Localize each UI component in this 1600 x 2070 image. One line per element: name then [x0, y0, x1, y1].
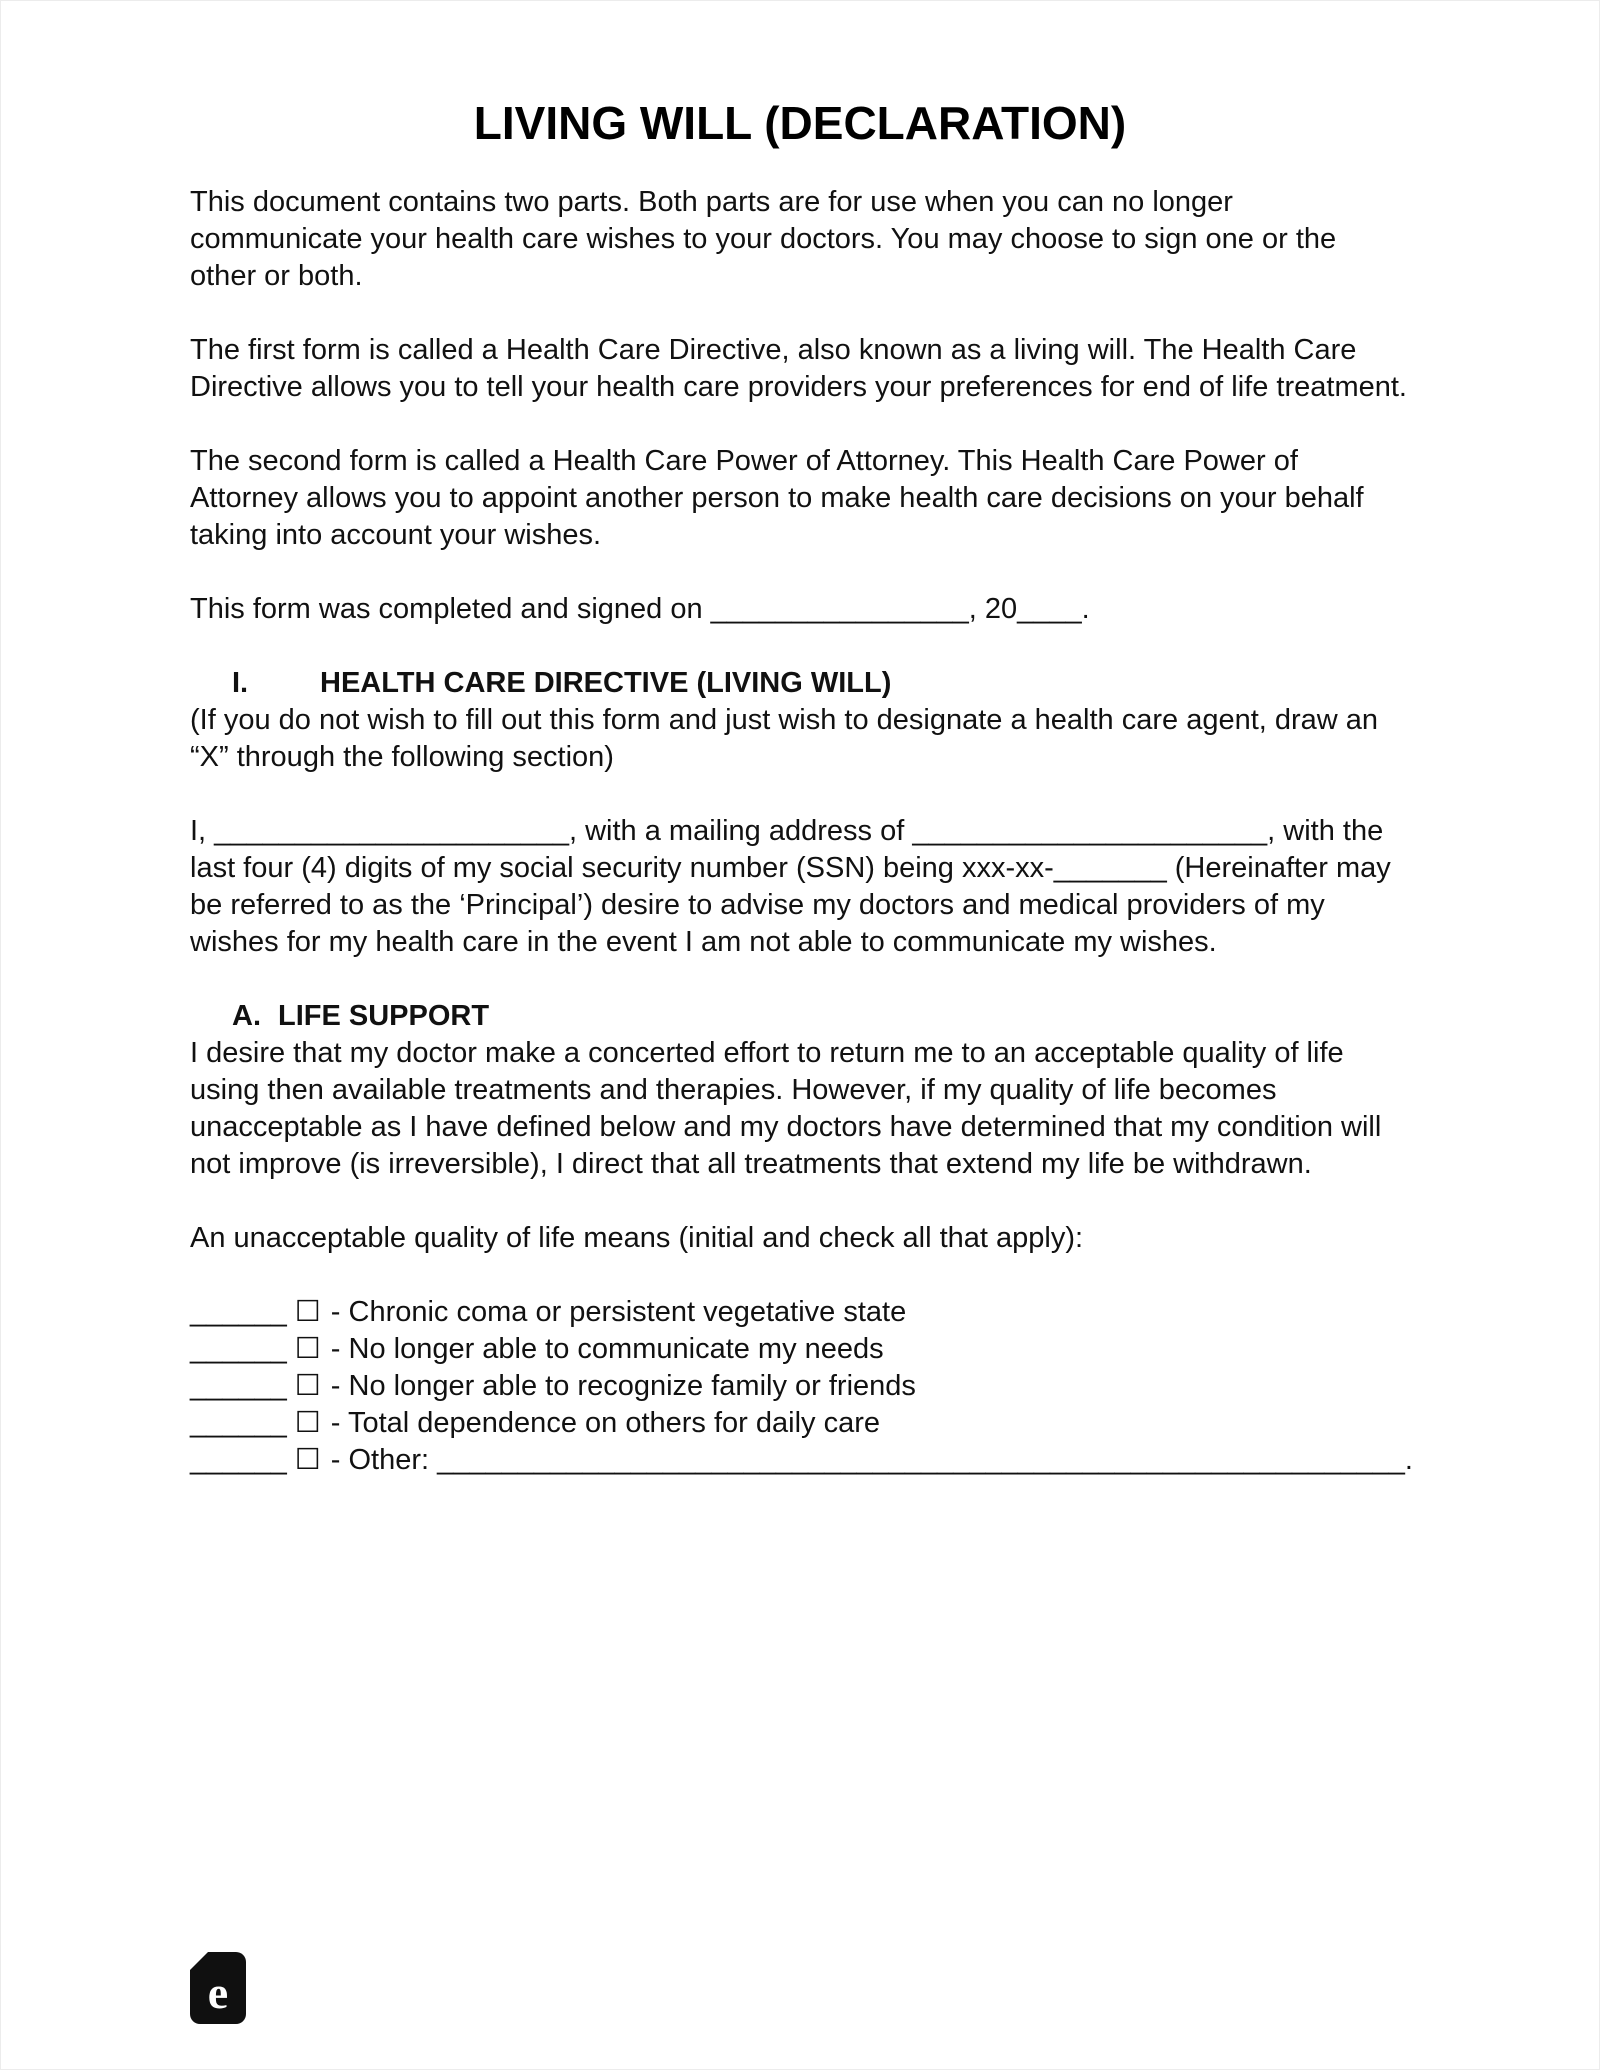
initial-blank[interactable]: ______ [190, 1370, 287, 1402]
section-1-note: (If you do not wish to fill out this form and just wish to designate a health care agent, draw an “X” through the following section) [190, 704, 1379, 773]
checklist-item-chronic-coma [190, 1294, 1410, 1331]
initial-blank[interactable]: ______ [190, 1296, 287, 1328]
eforms-logo [190, 1952, 246, 2024]
life-support-paragraph: I desire that my doctor make a concerted effort to return me to an acceptable quality of life using then available treatments and therapies. However, if my quality of life becomes unacceptable as I have defined below and my doctors have determined that my condition will not improve (is irreversible), I direct that all treatments that extend my life be withdrawn. [190, 1037, 1382, 1180]
checklist-item-total-dependence [190, 1405, 1410, 1442]
checklist-intro: An unacceptable quality of life means (initial and check all that apply): [190, 1222, 1084, 1254]
section-1-heading [190, 665, 1410, 702]
subsection-a-heading [190, 998, 1410, 1035]
initial-blank[interactable]: ______ [190, 1407, 287, 1439]
checklist-item-communicate-needs [190, 1331, 1410, 1368]
checkbox-icon[interactable]: ☐ [294, 1296, 321, 1328]
checklist-label: - No longer able to communicate my needs [330, 1333, 884, 1365]
page-title: LIVING WILL (DECLARATION) [473, 97, 1127, 149]
subsection-a-letter: A. [232, 1000, 261, 1032]
signed-date-line[interactable]: This form was completed and signed on ________________, 20____. [190, 593, 1090, 625]
checklist-item-recognize-family [190, 1368, 1410, 1405]
initial-blank[interactable]: ______ [190, 1444, 287, 1476]
intro-paragraph-3: The second form is called a Health Care Power of Attorney. This Health Care Power of Attorney allows you to appoint another person to make health care decisions on your behalf taking into account your wishes. [190, 445, 1364, 551]
intro-paragraph-2: The first form is called a Health Care Directive, also known as a living will. The Health Care Directive allows you to tell your health care providers your preferences for end of life treatment. [190, 334, 1407, 403]
checkbox-icon[interactable]: ☐ [294, 1370, 321, 1402]
spacer [190, 776, 1410, 813]
principal-paragraph[interactable]: I, ______________________, with a mailing address of ______________________, with the last four (4) digits of my social security number (SSN) being xxx-xx-_______ (Hereinafter may be referred to as the ‘Principal’) desire to advise my doctors and medical providers of my wishes for my health care in the event I am not able to communicate my wishes. [190, 815, 1391, 958]
checklist-label: - Total dependence on others for daily care [330, 1407, 880, 1439]
checkbox-icon[interactable]: ☐ [294, 1444, 321, 1476]
checklist-item-other [190, 1442, 1413, 1479]
section-1-title: HEALTH CARE DIRECTIVE (LIVING WILL) [320, 667, 892, 699]
section-1-number: I. [232, 667, 249, 699]
initial-blank[interactable]: ______ [190, 1333, 287, 1365]
subsection-a-title: LIFE SUPPORT [278, 1000, 490, 1032]
checklist-label: - No longer able to recognize family or friends [330, 1370, 916, 1402]
checkbox-icon[interactable]: ☐ [294, 1333, 321, 1365]
intro-paragraph-1: This document contains two parts. Both parts are for use when you can no longer communicate your health care wishes to your doctors. You may choose to sign one or the other or both. [190, 186, 1337, 292]
checkbox-icon[interactable]: ☐ [294, 1407, 321, 1439]
checklist-label: - Chronic coma or persistent vegetative state [330, 1296, 907, 1328]
eforms-logo-letter: e [207, 1967, 229, 2018]
checklist-label[interactable]: - Other: ____________________________________________________________. [330, 1444, 1413, 1476]
